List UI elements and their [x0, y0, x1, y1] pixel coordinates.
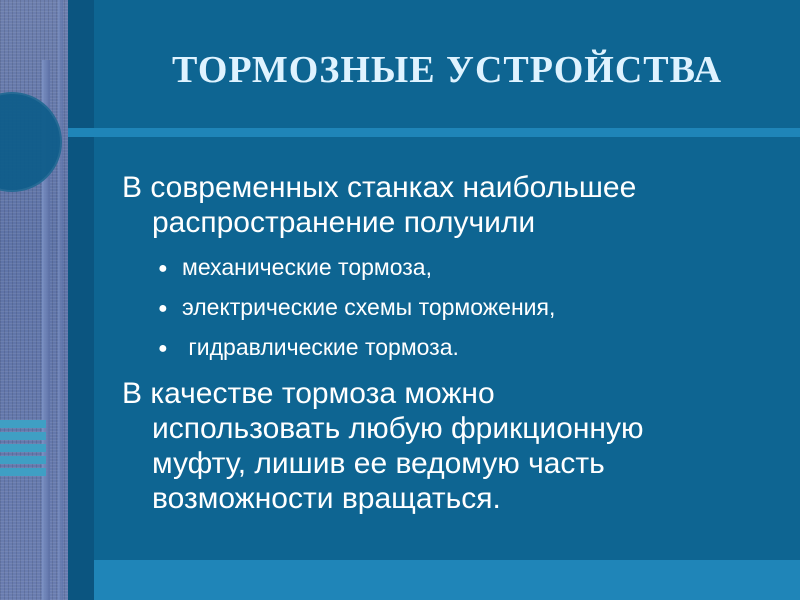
decorative-horizontal-bar [0, 468, 46, 476]
paragraph-conclusion-line-1: В качестве тормоза можно [122, 377, 495, 410]
paragraph-intro-line-1: В современных станках наибольшее [122, 171, 637, 204]
list-item [158, 328, 782, 368]
decorative-horizontal-bar [0, 420, 46, 428]
decorative-horizontal-bar [0, 444, 46, 452]
decorative-vertical-divider [68, 0, 94, 600]
paragraph-conclusion-line-3: муфту, лишив ее ведомую часть [152, 447, 605, 480]
bullet-icon: ● [158, 340, 168, 357]
list-item [158, 288, 782, 328]
list-item-text: гидравлические тормоза. [182, 334, 459, 360]
list-item-text: электрические схемы торможения, [182, 294, 556, 320]
slide-title: ТОРМОЗНЫЕ УСТРОЙСТВА [171, 49, 723, 91]
paragraph-conclusion-line-2: использовать любую фрикционную [152, 412, 644, 445]
decorative-vertical-bar [58, 0, 63, 600]
title-underline-bar [68, 128, 800, 137]
list-item-text: механические тормоза, [182, 254, 432, 280]
paragraph-conclusion [122, 376, 782, 516]
paragraph-intro [122, 170, 782, 240]
slide-body [122, 170, 782, 516]
decorative-bottom-bar [94, 560, 800, 600]
bullet-icon: ● [158, 260, 168, 277]
decorative-horizontal-bar [0, 432, 46, 440]
paragraph-conclusion-line-4: возможности вращаться. [152, 482, 501, 515]
decorative-horizontal-bar [0, 456, 46, 464]
list-item [158, 248, 782, 288]
brake-types-list [158, 248, 782, 368]
decorative-side-strip [0, 0, 68, 600]
bullet-icon: ● [158, 300, 168, 317]
paragraph-intro-line-2: распространение получили [152, 206, 536, 239]
